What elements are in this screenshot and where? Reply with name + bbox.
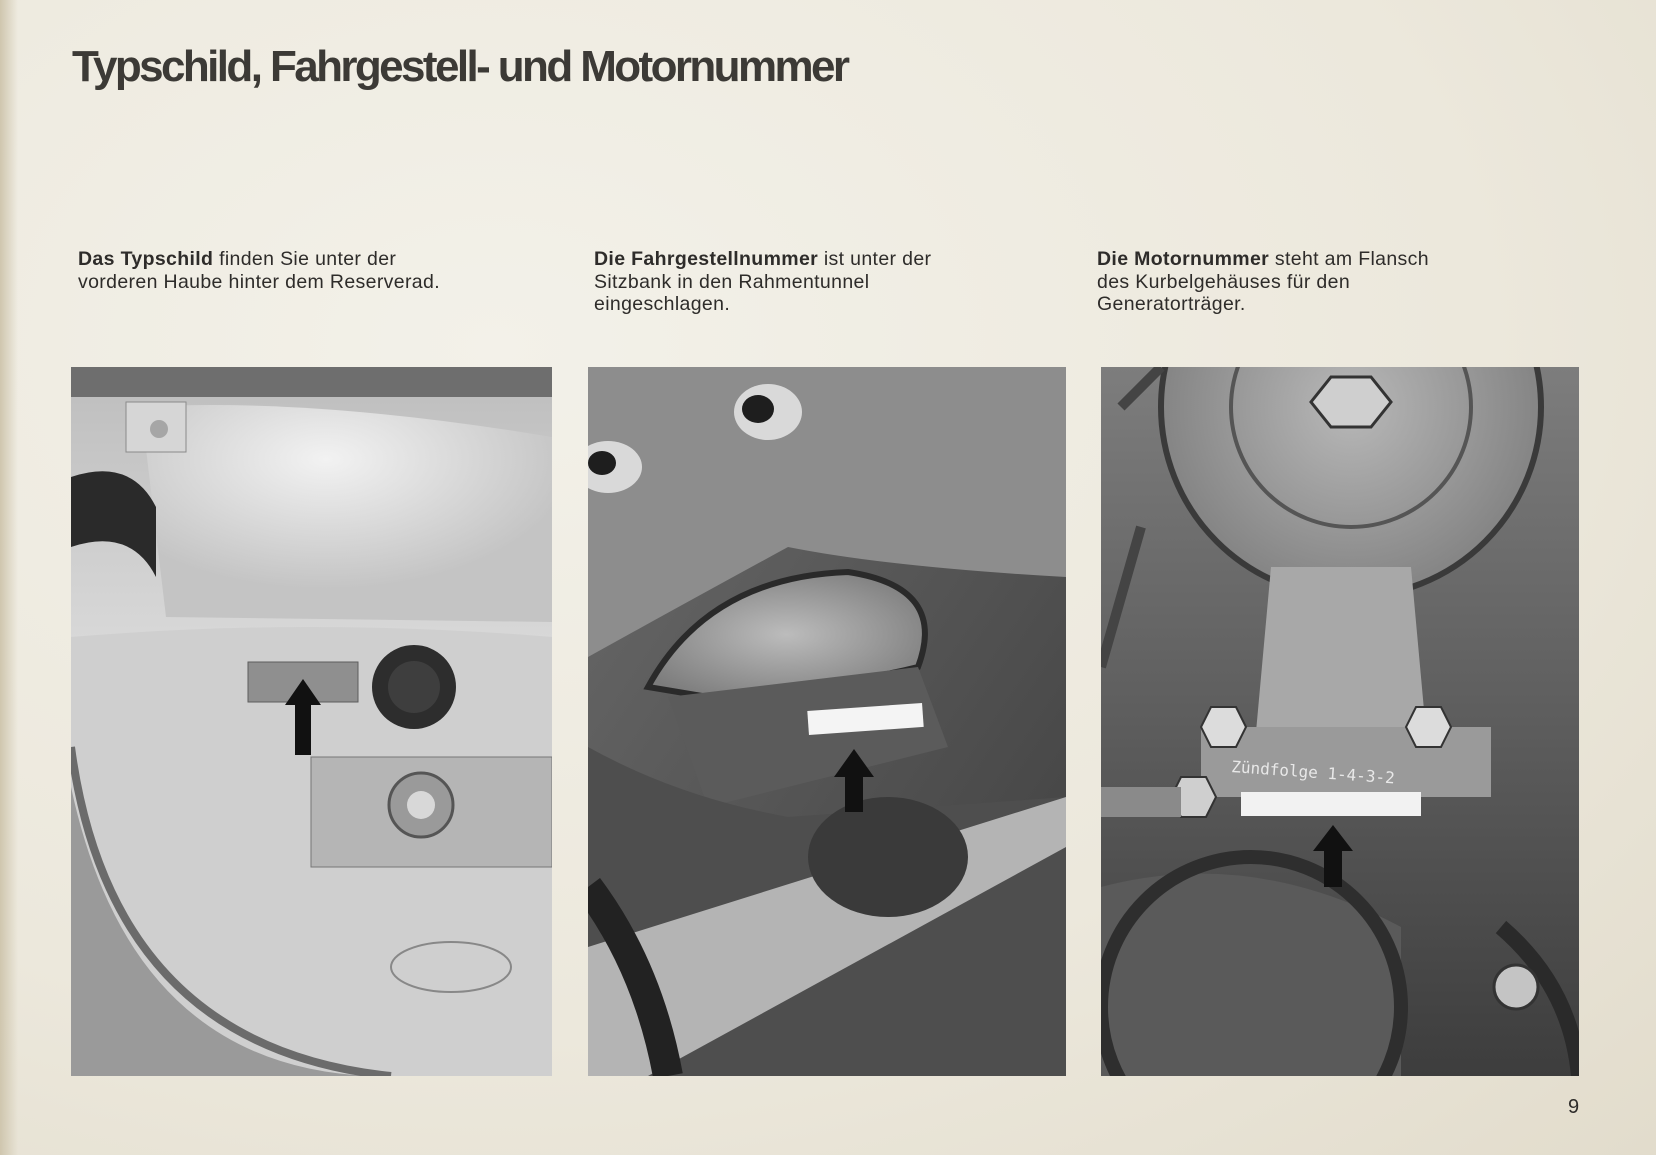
caption-bold: Die Fahrgestellnummer — [594, 248, 819, 270]
photo-engine-number — [1101, 367, 1579, 1076]
caption-bold: Die Motornummer — [1097, 248, 1270, 270]
caption-text: ist unter der Sitzbank in den Rahmentunnel eingeschlagen. — [594, 248, 932, 315]
caption-text: finden Sie unter der vorderen Haube hinter dem Reserverad. — [78, 248, 440, 293]
page-number: 9 — [1568, 1096, 1580, 1118]
caption-chassis-number — [594, 248, 954, 316]
caption-bold: Das Typschild — [78, 248, 214, 270]
engraving-text: Zündfolge 1-4-3-2 — [1230, 757, 1396, 788]
caption-text: steht am Flansch des Kurbelgehäuses für den Generatorträger. — [1097, 248, 1429, 315]
page-spine-shadow — [0, 0, 18, 1155]
caption-engine-number — [1097, 248, 1447, 316]
page-title: Typschild, Fahrgestell- und Motornummer — [72, 42, 848, 91]
photo-type-plate — [71, 367, 552, 1076]
photo-chassis-number — [588, 367, 1066, 1076]
caption-type-plate — [78, 248, 458, 293]
